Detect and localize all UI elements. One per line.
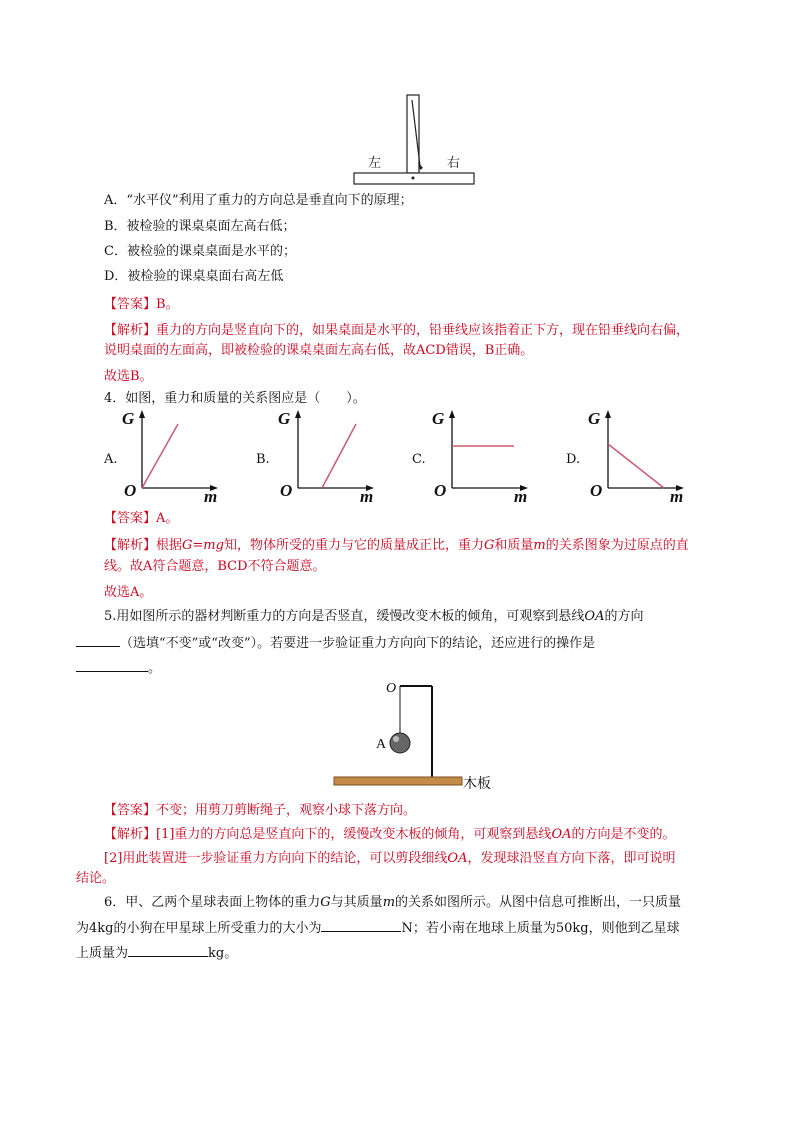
q6-text: 为4kg的小狗在甲星球上所受重力的大小为	[76, 921, 322, 936]
axis-x-label: m	[514, 487, 528, 504]
analysis-text: [2]用此装置进一步验证重力方向向下的结论，可以剪段细线	[104, 851, 448, 866]
formula: G=mg	[182, 538, 224, 553]
symbol-m: m	[533, 538, 546, 553]
answer-text: B。	[156, 297, 179, 312]
q5-blank-2[interactable]	[76, 659, 148, 672]
q5-text: （选填“不变”或“改变”）。若要进一步验证重力方向向下的结论，还应进行的操作是	[120, 636, 596, 651]
q3-option-d: D．被检验的课桌桌面右高左低	[104, 269, 284, 284]
q3-analysis-line2: 说明桌面的左面高，即被检验的课桌桌面左高右低，故ACD错误，B正确。	[104, 343, 534, 358]
axis-y-label: G	[278, 409, 291, 428]
level-right-label: 右	[447, 155, 461, 170]
q3-conclusion: 故选B。	[104, 369, 153, 384]
analysis-text: 和质量	[494, 538, 534, 553]
q6-text: 与其质量	[330, 895, 383, 910]
symbol-oa: OA	[447, 851, 468, 866]
q3-analysis-line1	[104, 322, 689, 340]
graph-c-letter: C.	[412, 452, 426, 467]
q4-analysis-line1	[104, 537, 689, 555]
graph-b	[276, 404, 386, 504]
q5-line3	[76, 659, 161, 678]
level-figure	[350, 90, 480, 190]
q6-line2	[76, 919, 680, 938]
symbol-g: G	[320, 895, 331, 910]
analysis-tag: 【解析】	[104, 538, 157, 553]
q5-line1	[104, 608, 643, 626]
q6-text: N；若小南在地球上质量为50kg，则他到乙星球	[401, 921, 680, 936]
q6-text: kg。	[208, 946, 238, 961]
axis-y-label: G	[432, 409, 445, 428]
label-o: O	[386, 681, 397, 696]
q4-question: 4．如图，重力和质量的关系图应是（ ）。	[104, 391, 366, 406]
pendulum-figure	[328, 676, 508, 796]
analysis-tag: 【解析】	[104, 323, 157, 338]
q6-text: 的关系如图所示。从图中信息可推断出，一只质量	[395, 895, 682, 910]
axis-x-label: m	[204, 487, 218, 504]
q5-analysis-2-line2: 结论。	[76, 871, 116, 886]
q4-answer	[104, 510, 178, 528]
analysis-text: 的方向是不变的。	[571, 827, 676, 842]
analysis-text: 知，物体所受的重力与它的质量成正比，重力	[223, 538, 484, 553]
q3-answer	[104, 296, 179, 314]
graph-b-letter: B.	[256, 452, 270, 467]
answer-tag: 【答案】	[104, 803, 157, 818]
axis-x-label: m	[670, 487, 684, 504]
q6-text: 6．甲、乙两个星球表面上物体的重力	[104, 895, 321, 910]
graph-c	[430, 404, 540, 504]
analysis-text: [1]重力的方向总是竖直向下的，缓慢改变木板的倾角，可观察到悬线	[156, 827, 552, 842]
q6-blank-1[interactable]	[321, 919, 401, 932]
axis-x-label: m	[360, 487, 374, 504]
q5-text: 的方向	[604, 609, 644, 624]
q5-answer	[104, 802, 416, 820]
q6-blank-2[interactable]	[128, 944, 208, 957]
q4-conclusion: 故选A。	[104, 585, 153, 600]
q3-option-a: A．“水平仪”利用了重力的方向总是垂直向下的原理；	[104, 193, 413, 208]
q6-line3	[76, 944, 237, 963]
axis-y-label: G	[122, 409, 135, 428]
graph-a	[120, 404, 230, 504]
q5-blank-1[interactable]	[76, 634, 120, 647]
graph-d-letter: D.	[566, 452, 581, 467]
axis-origin-label: O	[124, 481, 137, 500]
analysis-text: ，发现球沿竖直方向下落，即可说明	[467, 851, 676, 866]
level-left-label: 左	[368, 155, 382, 170]
q5-line2	[76, 634, 595, 653]
graph-a-letter: A.	[104, 452, 118, 467]
q5-text: 。	[148, 661, 162, 676]
symbol-m: m	[382, 895, 396, 910]
analysis-tag: 【解析】	[104, 827, 157, 842]
symbol-oa: OA	[551, 827, 572, 842]
axis-origin-label: O	[590, 481, 603, 500]
q5-analysis-1	[104, 826, 676, 844]
label-a: A	[376, 737, 387, 752]
axis-origin-label: O	[280, 481, 293, 500]
analysis-text: 重力的方向是竖直向下的，如果桌面是水平的，铅垂线应该指着正下方，现在铅垂线向右偏，	[156, 323, 690, 338]
answer-tag: 【答案】	[104, 511, 157, 526]
axis-origin-label: O	[434, 481, 447, 500]
answer-text: 不变；用剪刀剪断绳子，观察小球下落方向。	[156, 803, 417, 818]
q4-analysis-line2: 线。故A符合题意，BCD不符合题意。	[104, 559, 326, 574]
analysis-text: 的关系图象为过原点的直	[545, 538, 689, 553]
q3-option-b: B．被检验的课桌桌面左高右低；	[104, 219, 296, 234]
symbol-g: G	[483, 538, 495, 553]
analysis-text: 根据	[156, 538, 183, 553]
answer-text: A。	[156, 511, 179, 526]
answer-tag: 【答案】	[104, 297, 157, 312]
q6-text: 上质量为	[76, 946, 129, 961]
q5-analysis-2	[104, 850, 675, 868]
q3-option-c: C．被检验的课桌桌面是水平的；	[104, 244, 296, 259]
q5-text: 5.用如图所示的器材判断重力的方向是否竖直，缓慢改变木板的倾角，可观察到悬线	[104, 609, 585, 624]
graph-d	[586, 404, 696, 504]
symbol-oa: OA	[584, 609, 605, 624]
q6-line1	[104, 894, 681, 912]
axis-y-label: G	[588, 409, 601, 428]
label-board: 木板	[463, 777, 491, 792]
